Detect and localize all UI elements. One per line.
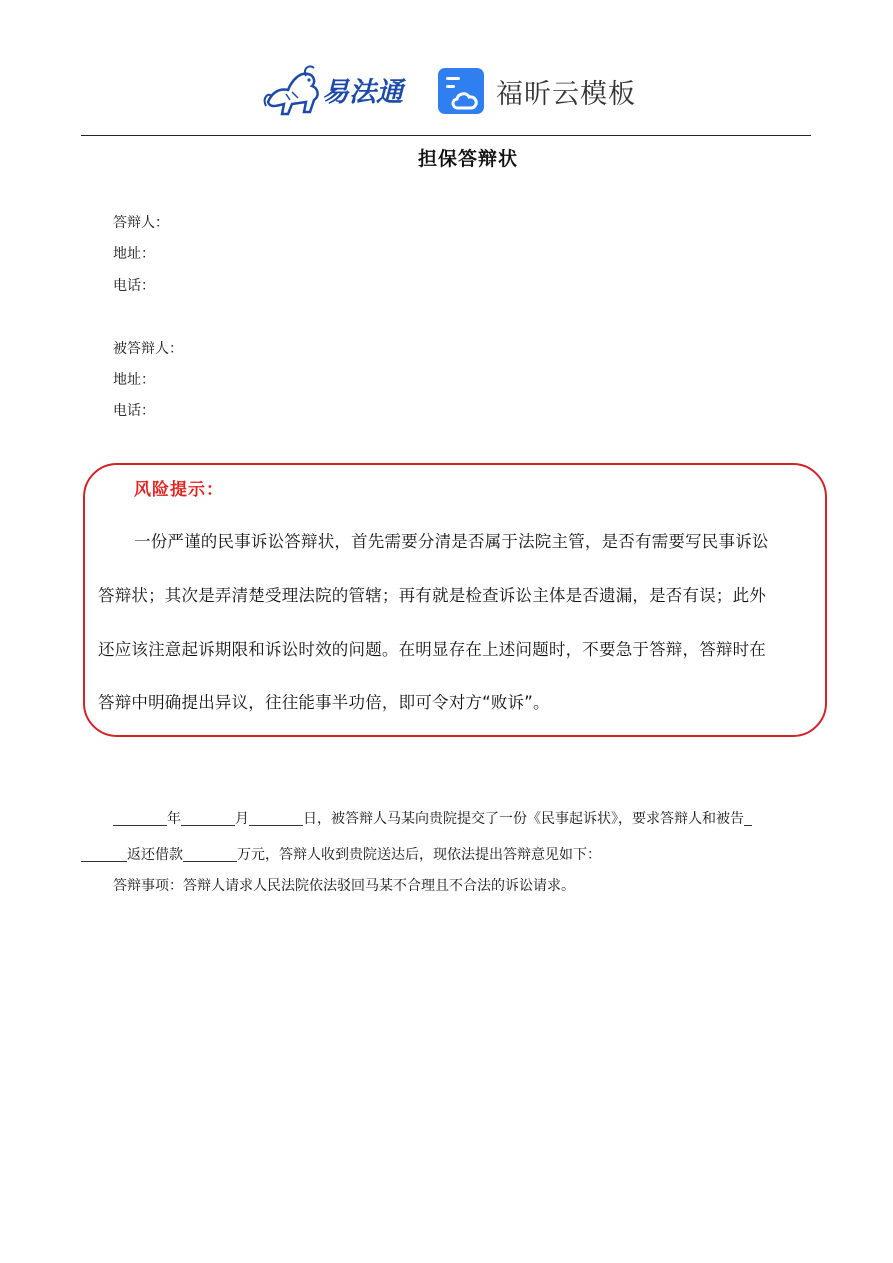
qilin-mascot-icon — [262, 62, 322, 118]
month-blank — [181, 809, 235, 826]
risk-notice-line: 答辩状；其次是弄清楚受理法院的管辖；再有就是检查诉讼主体是否遗漏，是否有误；此外 — [98, 586, 766, 605]
risk-notice-line: 还应该注意起诉期限和诉讼时效的问题。在明显存在上述问题时，不要急于答辩，答辩时在 — [98, 640, 766, 659]
header-logos — [262, 62, 642, 122]
defendant-blank — [744, 809, 752, 826]
year-label: 年 — [167, 811, 181, 827]
document-title: 担保答辩状 — [417, 148, 518, 170]
defense-item-line: 答辩事项：答辩人请求人民法院依法驳回马某不合理且不合法的诉讼请求。 — [113, 878, 575, 894]
amount-blank — [183, 845, 237, 862]
header-divider — [81, 135, 811, 136]
claimant-name-label: 被答辩人： — [113, 341, 183, 357]
repay-text: 返还借款 — [127, 847, 183, 863]
defendant-blank-continued — [81, 845, 127, 862]
respondent-name-label: 答辩人： — [113, 215, 169, 231]
logo-fuxin-text: 福昕云模板 — [496, 79, 636, 110]
respondent-address-label: 地址： — [113, 246, 155, 262]
body-paragraph-line-1 — [113, 808, 752, 828]
year-blank — [113, 809, 167, 826]
risk-notice-line: 一份严谨的民事诉讼答辩状，首先需要分清是否属于法院主管，是否有需要写民事诉讼 — [134, 532, 769, 551]
day-text: 日，被答辩人马某向贵院提交了一份《民事起诉状》，要求答辩人和被告 — [303, 811, 744, 827]
risk-notice-line: 答辩中明确提出异议，往往能事半功倍，即可令对方“败诉”。 — [98, 693, 550, 712]
risk-notice-title: 风险提示： — [134, 480, 224, 500]
respondent-phone-label: 电话： — [113, 278, 155, 294]
logo-yifatong-text: 易法通 — [322, 77, 403, 108]
document-cloud-icon — [436, 66, 486, 116]
month-label: 月 — [235, 811, 249, 827]
claimant-phone-label: 电话： — [113, 403, 155, 419]
logo-fuxin — [436, 66, 646, 118]
day-blank — [249, 809, 303, 826]
amount-text: 万元，答辩人收到贵院送达后，现依法提出答辩意见如下： — [237, 847, 601, 863]
body-paragraph-line-2 — [81, 844, 601, 864]
claimant-address-label: 地址： — [113, 372, 155, 388]
logo-yifatong — [262, 62, 422, 118]
